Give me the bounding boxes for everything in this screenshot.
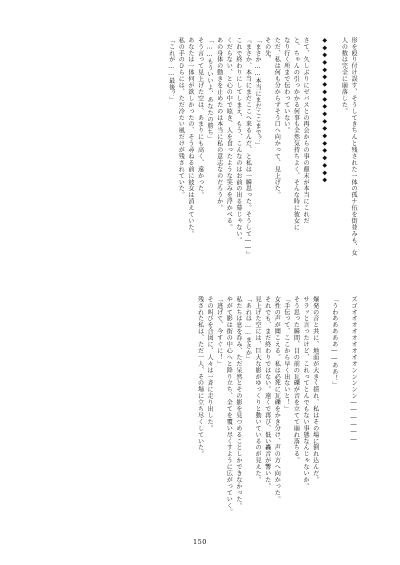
top-text-block: 形を殴り付け誤す、そうしてきちんと残された一体の孤ナ伍を街並みも、女 人の数は完全に崩落した。 ◆◆◆◆◆◆◆◆◆◆◆◆◆◆◆◆◆◆◆◆ さて、久しぶりにゼバスとの再会からの事の顛末が本当にこれだ と、ちゃんの引っかかる何事も全然気持ちよく、そんな時に彼女に なり行く所まで伝わっていない。 ただ、私は何も分からずそう口へ向かって、見上げた。 その先、 「まさか……本当にまだここまで？」 『まさか、本当にまだここへ来るんだ、と私は一瞬思った。そうして――』 これで終わりにしてしまえ、もう、こんなのはお前の出る幕じゃない。 くだらない、と心の中で呟き、人を食ったような笑みを浮かべる。 あの身体の動きを止めたのは本当に私の意志なのだろうか。 「……もういいよ、あなたの勝ち」 そう言って見上げた空は、あまりにも高く、遠かった。 あなたは一体何が欲しかったの、そう尋ねる前に彼女は消えていた。 私の手のひらには、ただ冷たい風だけが残されていた。 「これが……最後？」 [167,37,357,259]
bottom-text-block: ズゴオオオオオオオオオンンンンン―――――― 「うわあああああ――ああ！」 爆発の音と共に、地面が大きく揺れ、私はその場に倒れ込んだ。 サラッと言ったけど、これってとんでもない事態なんじゃないか。 そう思った瞬間、目の前の瓦礫が音を立てて崩れ落ちる。 「手伝って、ここから早く出ないと！」 女性の声が聞こえる。私は必死に瓦礫をかき分け、声の方へ向かった。 それでも、まだ終わりではない。遠くで再び、低い轟音が響いた。 見上げた空には、巨大な影がゆっくりと動いているのが見えた。 「あれは……まさか」 私たちは息を呑み、ただ呆然とその影を見つめることしかできなかった。 やがて影は街の中心へと降り立ち、全てを覆い尽くすように広がっていく。 「逃げて、今すぐに！」 その叫びを合図に、人々は一斉に走り出した。 残された私は、ただ一人、その場に立ち尽くしていた。 [196,296,357,516]
page-number: 150 [193,538,207,546]
